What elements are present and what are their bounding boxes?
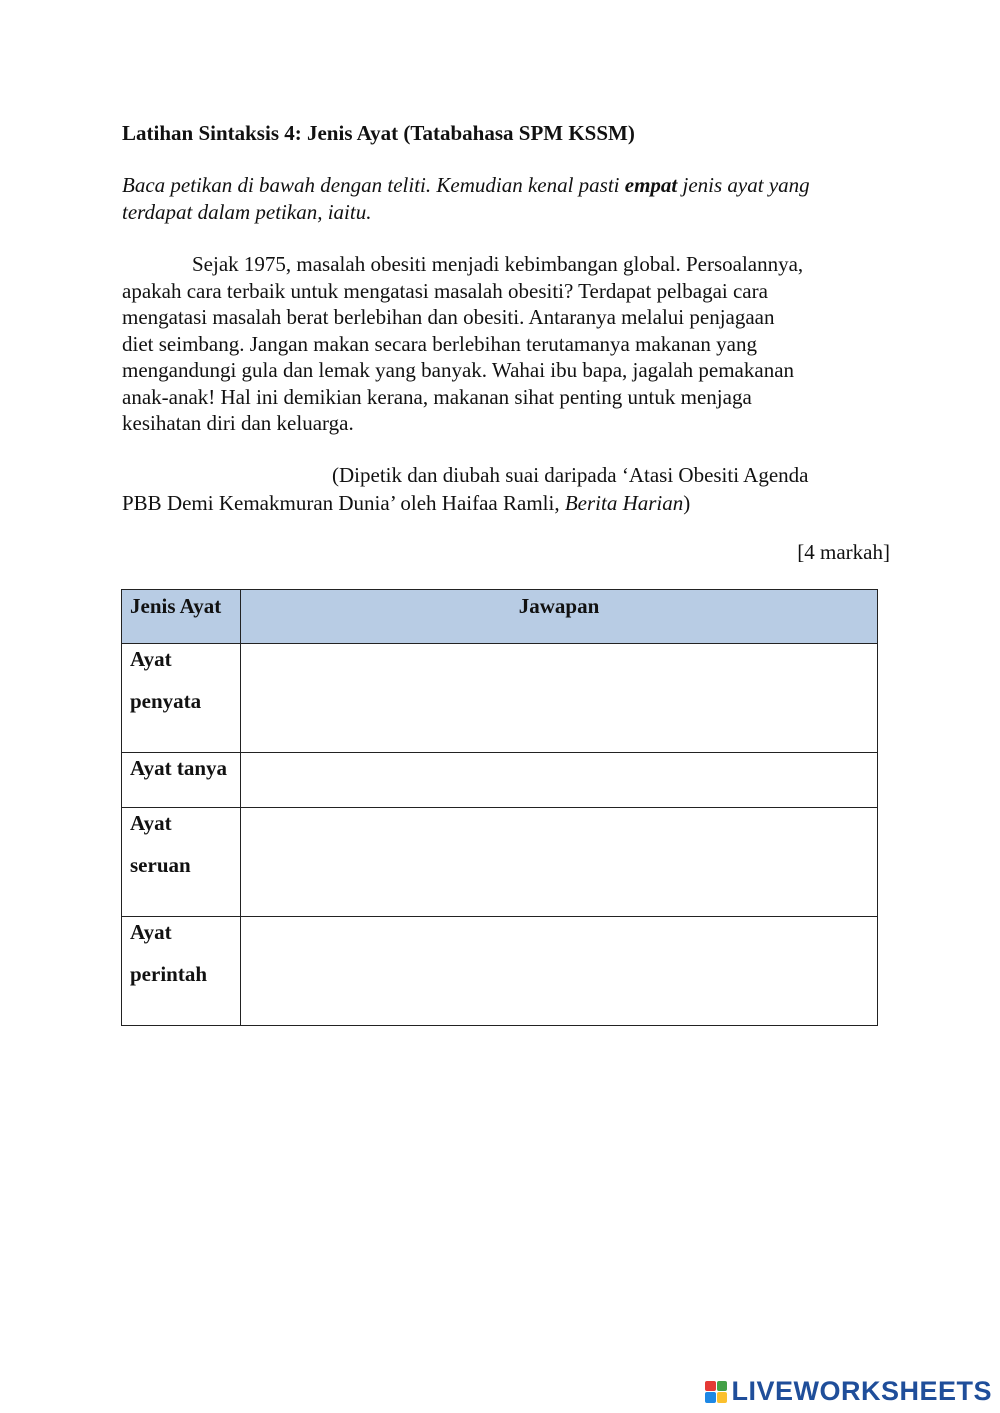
- instruction-text: [122, 172, 897, 226]
- citation-line-2: [122, 489, 897, 517]
- type-label: perintah: [130, 962, 208, 986]
- brand-name: LIVEWORKSHEETS: [731, 1376, 992, 1406]
- answer-cell-seruan[interactable]: [241, 808, 878, 917]
- answer-cell-penyata[interactable]: [241, 644, 878, 753]
- table-row-seruan: [122, 808, 878, 917]
- passage-line: anak-anak! Hal ini demikian kerana, makanan sihat penting untuk menjaga: [122, 384, 752, 409]
- answer-cell-tanya[interactable]: [241, 753, 878, 808]
- passage-line: diet seimbang. Jangan makan secara berlebihan terutamanya makanan yang: [122, 331, 757, 356]
- instruction-emphasis: empat: [624, 173, 678, 197]
- table-row-perintah: [122, 917, 878, 1026]
- liveworksheets-brand: [705, 1376, 992, 1407]
- reading-passage: [122, 251, 897, 437]
- citation-line-1: (Dipetik dan diubah suai daripada ‘Atasi Obesiti Agenda: [332, 463, 809, 487]
- type-label: Ayat: [130, 811, 172, 835]
- logo-square-blue: [705, 1392, 716, 1403]
- answer-cell-perintah[interactable]: [241, 917, 878, 1026]
- header-jawapan: Jawapan: [241, 590, 878, 644]
- type-cell-seruan: [122, 808, 241, 917]
- source-citation: [122, 461, 897, 517]
- logo-square-red: [705, 1381, 716, 1392]
- type-label: Ayat: [130, 647, 172, 671]
- instruction-part-2: jenis ayat yang: [677, 173, 810, 197]
- marks-label: [4 markah]: [797, 540, 890, 564]
- citation-close: ): [683, 491, 691, 515]
- table-header-row: [122, 590, 878, 644]
- type-cell-perintah: [122, 917, 241, 1026]
- passage-line: kesihatan diri dan keluarga.: [122, 411, 354, 435]
- logo-square-green: [717, 1381, 728, 1392]
- type-label: Ayat tanya: [130, 756, 228, 780]
- type-cell-penyata: [122, 644, 241, 753]
- type-label: seruan: [130, 853, 191, 877]
- passage-line: apakah cara terbaik untuk mengatasi masalah obesiti? Terdapat pelbagai cara: [122, 278, 768, 303]
- table-row-penyata: [122, 644, 878, 753]
- header-jenis-ayat: Jenis Ayat: [122, 590, 241, 644]
- type-label: penyata: [130, 689, 202, 713]
- passage-line: mengandungi gula dan lemak yang banyak. Wahai ibu bapa, jagalah pemakanan: [122, 358, 795, 382]
- logo-square-yellow: [717, 1392, 728, 1403]
- answer-table: [121, 589, 878, 1026]
- passage-line: Sejak 1975, masalah obesiti menjadi kebimbangan global. Persoalannya,: [192, 252, 804, 276]
- worksheet-title: Latihan Sintaksis 4: Jenis Ayat (Tatabahasa SPM KSSM): [122, 121, 635, 145]
- instruction-line-2: terdapat dalam petikan, iaitu.: [122, 200, 372, 224]
- table-row-tanya: [122, 753, 878, 808]
- type-label: Ayat: [130, 920, 172, 944]
- citation-text: PBB Demi Kemakmuran Dunia’ oleh Haifaa Ramli,: [122, 491, 565, 515]
- instruction-part-1: Baca petikan di bawah dengan teliti. Kemudian kenal pasti: [122, 173, 625, 197]
- liveworksheets-logo-icon: [705, 1381, 727, 1403]
- publication-name: Berita Harian: [564, 491, 684, 515]
- passage-line: mengatasi masalah berat berlebihan dan obesiti. Antaranya melalui penjagaan: [122, 305, 775, 329]
